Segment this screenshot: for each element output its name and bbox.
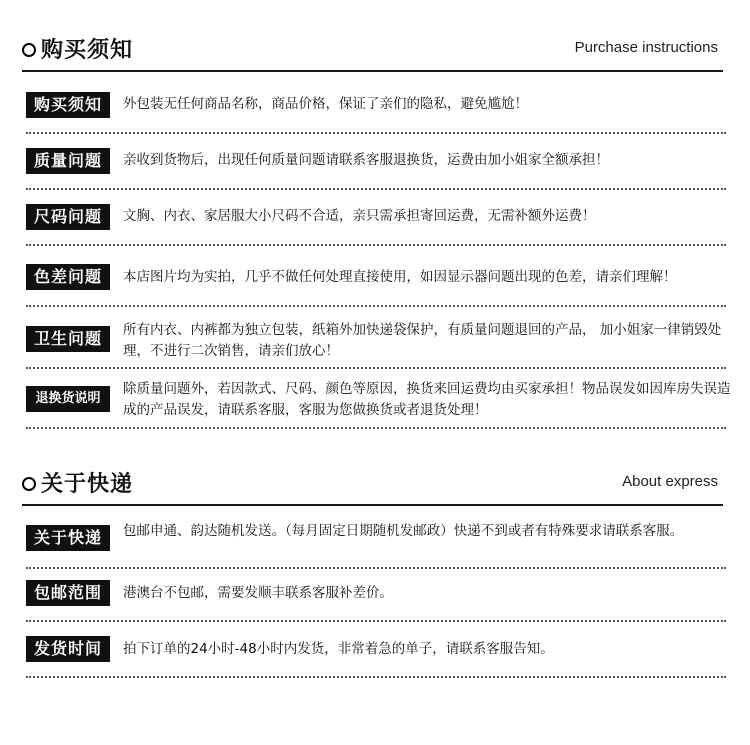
- dotted-divider: [26, 567, 726, 569]
- item-text: 文胸、内衣、家居服大小尺码不合适，亲只需承担寄回运费，无需补额外运费！: [123, 208, 596, 224]
- dotted-divider: [26, 620, 726, 622]
- express-section: [0, 464, 750, 504]
- item-tag: 色差问题: [26, 264, 110, 290]
- section-divider: [22, 504, 723, 506]
- item-text: 包邮申通、韵达随机发送。（每月固定日期随机发邮政）快递不到或者有特殊要求请联系客服。: [123, 523, 684, 539]
- item-tag: 尺码问题: [26, 204, 110, 230]
- dotted-divider: [26, 132, 726, 134]
- item-text: 亲收到货物后，出现任何质量问题请联系客服退换货，运费由加小姐家全额承担！: [123, 152, 609, 168]
- item-text: 港澳台不包邮，需要发顺丰联系客服补差价。: [123, 585, 393, 601]
- item-text: 拍下订单的24小时-48小时内发货，非常着急的单子，请联系客服告知。: [123, 641, 554, 657]
- section-subtitle: Purchase instructions: [574, 39, 718, 56]
- item-tag: 退换货说明: [26, 386, 110, 412]
- dotted-divider: [26, 305, 726, 307]
- circle-bullet-icon: [22, 477, 36, 491]
- item-tag: 包邮范围: [26, 580, 110, 606]
- item-tag: 购买须知: [26, 92, 110, 118]
- item-tag: 卫生问题: [26, 326, 110, 352]
- dotted-divider: [26, 676, 726, 678]
- purchase-section: [0, 30, 750, 70]
- dotted-divider: [26, 427, 726, 429]
- dotted-divider: [26, 244, 726, 246]
- express-header: [0, 464, 750, 504]
- item-text: 除质量问题外，若因款式、尺码、颜色等原因，换货来回运费均由买家承担！物品误发如因库房失误造成的产品误发，请联系客服，客服为您做换货或者退货处理！: [123, 381, 731, 418]
- circle-bullet-icon: [22, 43, 36, 57]
- item-text: 所有内衣、内裤都为独立包装，纸箱外加快递袋保护，有质量问题退回的产品， 加小姐家一律销毁处理，不进行二次销售，请亲们放心！: [123, 322, 722, 359]
- dotted-divider: [26, 188, 726, 190]
- section-title: 购买须知: [41, 38, 134, 63]
- dotted-divider: [26, 367, 726, 369]
- item-tag: 质量问题: [26, 148, 110, 174]
- item-tag: 发货时间: [26, 636, 110, 662]
- purchase-header: [0, 30, 750, 70]
- section-title: 关于快递: [41, 472, 134, 497]
- section-subtitle: About express: [622, 473, 718, 490]
- item-tag: 关于快递: [26, 525, 110, 551]
- section-divider: [22, 70, 723, 72]
- item-text: 外包装无任何商品名称，商品价格，保证了亲们的隐私，避免尴尬！: [123, 96, 528, 112]
- item-text: 本店图片均为实拍，几乎不做任何处理直接使用，如因显示器问题出现的色差，请亲们理解！: [123, 269, 677, 285]
